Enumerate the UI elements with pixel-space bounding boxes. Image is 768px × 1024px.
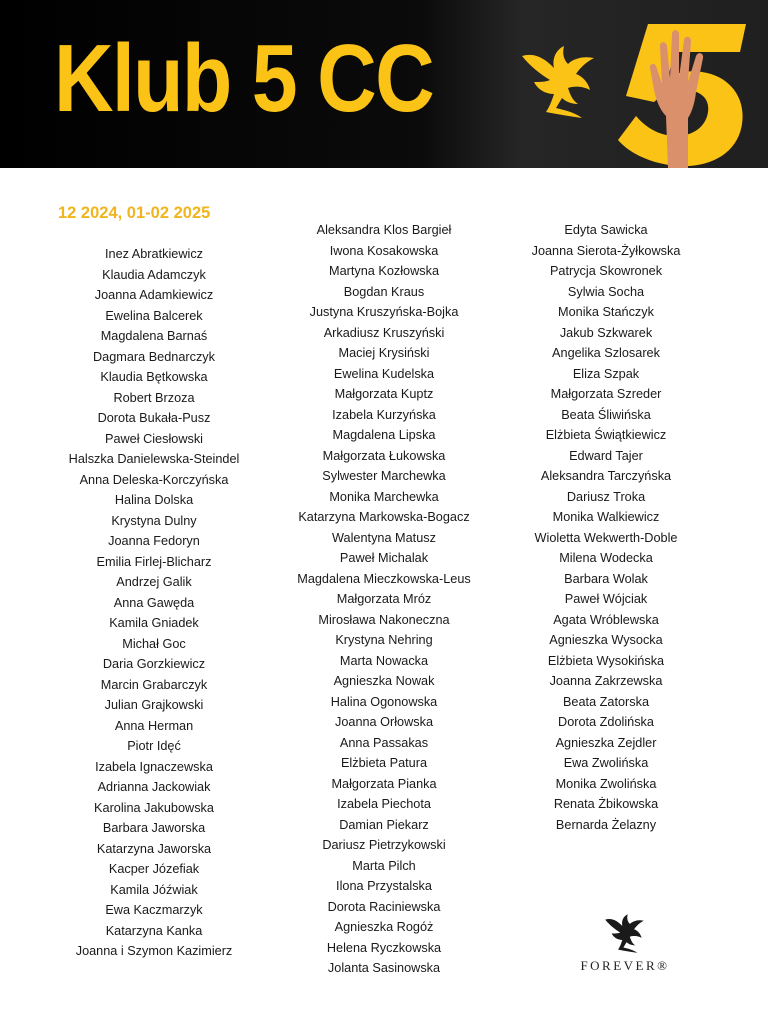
hand-icon	[646, 20, 710, 168]
names-column-3	[512, 220, 700, 835]
member-name: Barbara Wolak	[564, 571, 648, 586]
member-name: Monika Stańczyk	[558, 305, 654, 319]
member-name: Helena Ryczkowska	[326, 940, 442, 955]
member-name: Damian Piekarz	[339, 817, 429, 832]
member-name: Milena Wodecka	[559, 551, 653, 565]
member-name: Ilona Przystalska	[336, 879, 432, 893]
page-title: Klub 5 CC	[54, 25, 433, 132]
member-name: Marta Nowacka	[339, 653, 429, 668]
member-name: Katarzyna Jaworska	[96, 841, 212, 856]
member-name: Małgorzata Mróz	[336, 592, 432, 606]
member-name: Joanna Fedoryn	[108, 534, 200, 548]
member-name: Sylwia Socha	[567, 284, 645, 299]
member-name: Agnieszka Nowak	[333, 674, 435, 688]
member-name: Paweł Michalak	[339, 551, 429, 565]
member-name: Halina Dolska	[114, 493, 194, 507]
member-name: Joanna Sierota-Żyłkowska	[531, 243, 681, 258]
member-name: Dagmara Bednarczyk	[93, 349, 215, 364]
member-name: Joanna Adamkiewicz	[94, 288, 214, 302]
member-name: Walentyna Matusz	[332, 530, 436, 545]
member-name: Edyta Sawicka	[564, 223, 648, 237]
member-name: Małgorzata Pianka	[331, 776, 437, 791]
member-name: Maciej Krysiński	[338, 346, 430, 360]
member-name: Ewelina Balcerek	[105, 308, 203, 323]
member-name: Anna Herman	[114, 718, 194, 733]
member-name: Magdalena Barnaś	[100, 329, 208, 343]
member-name: Izabela Kurzyńska	[332, 407, 436, 422]
member-name: Adrianna Jackowiak	[97, 780, 211, 794]
member-name: Małgorzata Szreder	[550, 387, 662, 401]
member-name: Sylwester Marchewka	[322, 469, 446, 483]
member-name: Elżbieta Patura	[340, 756, 428, 770]
eagle-logo-icon	[602, 910, 648, 956]
member-name: Kamila Gniadek	[109, 616, 199, 630]
member-name: Katarzyna Markowska-Bogacz	[298, 510, 470, 524]
member-name: Robert Brzoza	[113, 390, 195, 405]
forever-logo	[570, 910, 680, 980]
member-name: Arkadiusz Kruszyński	[323, 325, 445, 340]
member-name: Dorota Raciniewska	[327, 899, 441, 914]
header-banner	[0, 0, 768, 168]
member-name: Edward Tajer	[569, 448, 643, 463]
member-name: Elżbieta Świątkiewicz	[545, 428, 667, 442]
member-name: Krystyna Dulny	[111, 513, 197, 528]
member-name: Joanna Zakrzewska	[549, 674, 663, 688]
member-name: Beata Zatorska	[562, 694, 650, 709]
member-name: Aleksandra Klos Bargieł	[316, 223, 452, 237]
member-name: Agnieszka Wysocka	[549, 633, 663, 647]
member-name: Ewa Kaczmarzyk	[105, 903, 203, 917]
member-name: Dorota Bukała-Pusz	[97, 411, 211, 425]
member-name: Mirosława Nakoneczna	[318, 612, 450, 627]
member-name: Agnieszka Rogóż	[334, 920, 434, 934]
member-name: Bernarda Żelazny	[555, 817, 657, 832]
member-name: Beata Śliwińska	[561, 407, 651, 422]
member-name: Iwona Kosakowska	[329, 243, 439, 258]
member-name: Agata Wróblewska	[553, 612, 659, 627]
member-name: Marcin Grabarczyk	[100, 677, 208, 692]
member-name: Dorota Zdolińska	[558, 715, 654, 729]
member-name: Julian Grajkowski	[104, 698, 204, 712]
member-name: Magdalena Lipska	[332, 428, 436, 442]
member-name: Klaudia Adamczyk	[102, 267, 206, 282]
member-name: Piotr Idęć	[127, 739, 181, 753]
member-name: Klaudia Bętkowska	[100, 370, 208, 384]
member-name: Kamila Jóźwiak	[110, 882, 198, 897]
member-name: Joanna i Szymon Kazimierz	[75, 944, 233, 958]
member-name: Jolanta Sasinowska	[327, 961, 441, 975]
date-range-subtitle: 12 2024, 01-02 2025	[58, 204, 211, 222]
eagle-logo-icon	[516, 42, 602, 120]
names-column-1	[54, 244, 254, 962]
member-name: Izabela Ignaczewska	[95, 759, 213, 774]
member-name: Marta Pilch	[352, 858, 416, 873]
member-name: Patrycja Skowronek	[549, 264, 663, 278]
member-name: Elżbieta Wysokińska	[547, 653, 665, 668]
member-name: Monika Walkiewicz	[552, 510, 660, 524]
member-name: Inez Abratkiewicz	[104, 247, 204, 261]
member-name: Anna Gawęda	[113, 595, 195, 610]
member-name: Krystyna Nehring	[335, 633, 433, 647]
member-name: Małgorzata Kuptz	[334, 387, 434, 401]
member-name: Katarzyna Kanka	[105, 923, 203, 938]
member-name: Ewa Zwolińska	[563, 756, 649, 770]
names-column-2	[284, 220, 484, 979]
member-name: Emilia Firlej-Blicharz	[96, 554, 212, 569]
member-name: Anna Deleska-Korczyńska	[79, 472, 229, 487]
member-name: Dariusz Troka	[566, 489, 646, 504]
member-name: Eliza Szpak	[572, 366, 640, 381]
member-name: Andrzej Galik	[116, 575, 192, 589]
member-name: Magdalena Mieczkowska-Leus	[297, 571, 471, 586]
member-name: Monika Marchewka	[329, 489, 439, 504]
member-name: Karolina Jakubowska	[94, 800, 214, 815]
member-name: Joanna Orłowska	[334, 715, 434, 729]
member-name: Agnieszka Zejdler	[555, 735, 657, 750]
member-name: Kacper Józefiak	[108, 862, 200, 876]
member-name: Ewelina Kudelska	[333, 366, 435, 381]
member-name: Bogdan Kraus	[343, 284, 425, 299]
member-name: Monika Zwolińska	[555, 776, 657, 791]
member-name: Anna Passakas	[339, 735, 429, 750]
member-name: Wioletta Wekwerth-Doble	[534, 530, 678, 545]
member-name: Michał Goc	[122, 636, 186, 651]
member-name: Angelika Szlosarek	[552, 346, 660, 360]
member-name: Izabela Piechota	[337, 797, 431, 811]
member-name: Halina Ogonowska	[330, 694, 438, 709]
member-name: Daria Gorzkiewicz	[102, 657, 206, 671]
member-name: Aleksandra Tarczyńska	[540, 469, 672, 483]
member-name: Paweł Ciesłowski	[104, 431, 203, 446]
member-name: Dariusz Pietrzykowski	[322, 838, 446, 852]
member-name: Jakub Szkwarek	[559, 325, 653, 340]
member-name: Martyna Kozłowska	[329, 264, 439, 278]
member-name: Paweł Wójciak	[564, 592, 648, 606]
member-name: Małgorzata Łukowska	[322, 448, 446, 463]
forever-brand-text: FOREVER®	[580, 958, 670, 973]
member-name: Renata Żbikowska	[553, 797, 659, 811]
member-name: Barbara Jaworska	[102, 821, 206, 835]
member-name: Halszka Danielewska-Steindel	[68, 452, 240, 466]
member-name: Justyna Kruszyńska-Bojka	[309, 305, 459, 319]
